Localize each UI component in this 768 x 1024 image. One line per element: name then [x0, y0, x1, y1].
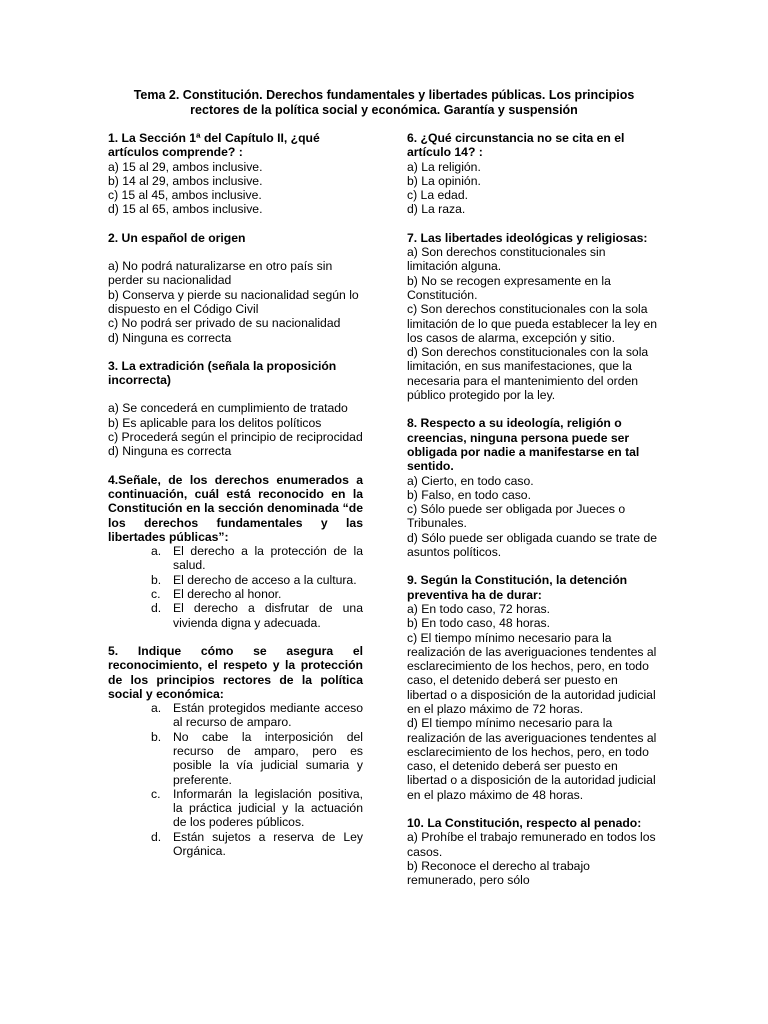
page-title [110, 88, 658, 118]
question-2-option-d: d) Ninguna es correcta [108, 330, 232, 345]
option-marker: c. [151, 587, 161, 602]
question-7-option-d: d) Son derechos constitucionales con la sola limitación, en sus manifestaciones, que la necesaria para el mantenimiento del orden público protegido por la ley. [407, 345, 649, 403]
right-column [407, 131, 659, 902]
question-4-option-a [108, 544, 363, 573]
question-1-option-b: b) 14 al 29, ambos inclusive. [108, 173, 263, 188]
question-4-option-c [108, 587, 363, 601]
question-7 [407, 231, 659, 403]
question-3-option-c: c) Procederá según el principio de reciprocidad [108, 430, 363, 445]
question-3-option-b: b) Es aplicable para los delitos políticos [108, 415, 322, 430]
question-3 [108, 359, 363, 459]
question-8-option-b: b) Falso, en todo caso. [407, 487, 531, 502]
spacer [108, 245, 363, 259]
question-4-option-d [108, 601, 363, 630]
question-5 [108, 644, 363, 858]
question-3-text: 3. La extradición (señala la proposición incorrecta) [108, 358, 337, 388]
question-2 [108, 231, 363, 345]
option-text: Están protegidos mediante acceso al recurso de amparo. [173, 701, 363, 730]
question-1 [108, 131, 363, 217]
question-5-options [108, 701, 363, 858]
question-10-option-b: b) Reconoce el derecho al trabajo remunerado, pero sólo [407, 858, 590, 888]
option-text: Están sujetos a reserva de Ley Orgánica. [173, 829, 363, 859]
option-marker: c. [151, 786, 161, 801]
question-6-option-b: b) La opinión. [407, 173, 481, 188]
question-5-option-d [108, 830, 363, 859]
question-7-option-c: c) Son derechos constitucionales con la sola limitación de lo que pueda establecer la ley en los casos de alarma, excepción y sitio. [407, 302, 658, 345]
question-1-option-c: c) 15 al 45, ambos inclusive. [108, 188, 262, 203]
question-8-text: 8. Respecto a su ideología, religión o creencias, ninguna persona puede ser obligada por nadie a manifestarse en tal sentido. [407, 416, 640, 474]
question-5-text: 5. Indique cómo se asegura el reconocimiento, el respeto y la protección de los principios rectores de la política social y económica: [108, 643, 363, 701]
question-7-option-a: a) Son derechos constitucionales sin limitación alguna. [407, 245, 606, 274]
option-marker: b. [151, 729, 162, 744]
option-text: Informarán la legislación positiva, la práctica judicial y la actuación de los poderes públicos. [173, 786, 363, 830]
title-line-2: rectores de la política social y económica. Garantía y suspensión [190, 103, 578, 117]
option-text: El derecho a disfrutar de una vivienda digna y adecuada. [173, 601, 363, 630]
question-8-option-a: a) Cierto, en todo caso. [407, 473, 534, 488]
title-line-1: Tema 2. Constitución. Derechos fundamentales y libertades públicas. Los principios [133, 88, 635, 102]
question-4-options [108, 544, 363, 630]
question-5-option-c [108, 787, 363, 830]
question-4 [108, 473, 363, 630]
question-10 [407, 816, 659, 887]
question-7-option-b: b) No se recogen expresamente en la Constitución. [407, 273, 611, 302]
question-6-option-c: c) La edad. [407, 188, 468, 203]
question-4-option-b [108, 573, 363, 587]
option-text: El derecho al honor. [173, 587, 282, 602]
option-marker: a. [151, 544, 162, 559]
question-9 [407, 573, 659, 802]
question-8-option-d: d) Sólo puede ser obligada cuando se trate de asuntos políticos. [407, 530, 658, 560]
option-text: El derecho de acceso a la cultura. [173, 572, 357, 587]
option-text: No cabe la interposición del recurso de amparo, pero es posible la vía judicial sumaria y preferente. [173, 729, 363, 787]
question-1-option-d: d) 15 al 65, ambos inclusive. [108, 202, 263, 217]
question-6 [407, 131, 659, 217]
spacer [108, 387, 363, 401]
question-2-text: 2. Un español de origen [108, 230, 246, 245]
question-1-text: 1. La Sección 1ª del Capítulo II, ¿qué artículos comprende? : [108, 131, 320, 160]
question-2-option-b: b) Conserva y pierde su nacionalidad según lo dispuesto en el Código Civil [108, 287, 359, 316]
question-2-option-a: a) No podrá naturalizarse en otro país sin perder su nacionalidad [108, 259, 333, 288]
question-8 [407, 416, 659, 559]
question-9-option-c: c) El tiempo mínimo necesario para la realización de las averiguaciones tendentes al esclarecimiento de los hechos, pero, en todo caso, el detenido deberá ser puesto en libertad o a disposición de la autoridad judicial en el plazo máximo de 72 horas. [407, 630, 657, 716]
left-column [108, 131, 363, 872]
question-9-option-b: b) En todo caso, 48 horas. [407, 616, 550, 631]
question-8-option-c: c) Sólo puede ser obligada por Jueces o Tribunales. [407, 502, 626, 531]
question-5-option-b [108, 730, 363, 787]
question-3-option-a: a) Se concederá en cumplimiento de tratado [108, 401, 348, 416]
question-1-option-a: a) 15 al 29, ambos inclusive. [108, 159, 263, 174]
question-10-option-a: a) Prohíbe el trabajo remunerado en todos los casos. [407, 830, 656, 859]
option-marker: d. [151, 829, 162, 844]
question-9-option-d: d) El tiempo mínimo necesario para la realización de las averiguaciones tendentes al esclarecimiento de los hechos, pero, en todo caso, el detenido deberá ser puesto en libertad o a disposición de la autoridad judicial en el plazo máximo de 48 horas. [407, 716, 657, 802]
option-marker: b. [151, 572, 162, 587]
question-6-text: 6. ¿Qué circunstancia no se cita en el artículo 14? : [407, 131, 625, 160]
question-6-option-d: d) La raza. [407, 202, 466, 217]
question-2-option-c: c) No podrá ser privado de su nacionalidad [108, 316, 341, 331]
option-marker: d. [151, 601, 162, 616]
question-6-option-a: a) La religión. [407, 159, 481, 174]
question-3-option-d: d) Ninguna es correcta [108, 444, 232, 459]
question-4-text: 4.Señale, de los derechos enumerados a continuación, cuál está reconocido en la Constitución en la sección denominada “de los derechos fundamentales y las libertades públicas”: [108, 472, 363, 544]
question-9-option-a: a) En todo caso, 72 horas. [407, 601, 550, 616]
option-marker: a. [151, 701, 162, 716]
question-10-text: 10. La Constitución, respecto al penado: [407, 816, 642, 831]
question-5-option-a [108, 701, 363, 730]
question-7-text: 7. Las libertades ideológicas y religiosas: [407, 230, 648, 245]
question-9-text: 9. Según la Constitución, la detención preventiva ha de durar: [407, 573, 628, 602]
option-text: El derecho a la protección de la salud. [173, 544, 363, 573]
